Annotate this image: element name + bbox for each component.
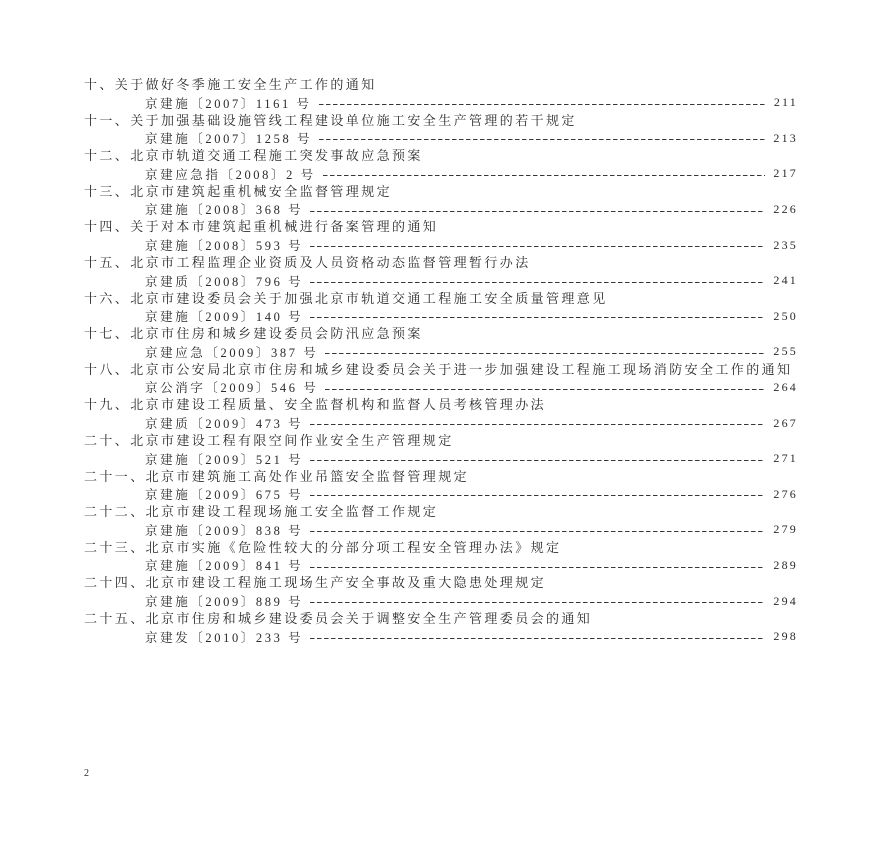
toc-entry-title: 二十、北京市建设工程有限空间作业安全生产管理规定	[84, 432, 454, 448]
toc-entry	[84, 147, 798, 183]
toc-entry-title: 十七、北京市住房和城乡建设委员会防汛应急预案	[84, 326, 423, 342]
toc-entry-docline	[84, 129, 798, 147]
dashed-leader	[310, 557, 765, 575]
toc-doc-number: 京建施〔2009〕140 号	[145, 310, 304, 325]
toc-entry-title: 二十一、北京市建筑施工高处作业吊篮安全监督管理规定	[84, 468, 470, 484]
dashed-leader	[319, 94, 766, 112]
toc-doc-number: 京建应急指〔2008〕2 号	[145, 167, 316, 182]
toc-entry-docline	[84, 557, 798, 575]
toc-entry	[84, 574, 798, 610]
toc-page-ref: 250	[773, 308, 798, 323]
toc-entry	[84, 539, 798, 575]
dashed-leader	[325, 379, 765, 397]
toc-entry-docline	[84, 592, 798, 610]
toc-entry	[84, 361, 798, 397]
toc-page-ref: 271	[773, 451, 798, 466]
toc-entry	[84, 325, 798, 361]
toc-page-ref: 279	[773, 522, 798, 537]
dashed-leader	[310, 628, 765, 646]
toc-entry-title: 十四、关于对本市建筑起重机械进行备案管理的通知	[84, 219, 439, 235]
dashed-leader	[325, 343, 765, 361]
toc-entry	[84, 290, 798, 326]
dashed-leader	[310, 592, 765, 610]
toc-entry	[84, 432, 798, 468]
toc-page-ref: 211	[773, 95, 798, 110]
toc-doc-number: 京建施〔2008〕593 号	[145, 239, 304, 254]
dashed-leader	[310, 450, 765, 468]
toc-entry	[84, 254, 798, 290]
toc-entry-docline	[84, 94, 798, 112]
toc-entry-title: 十五、北京市工程监理企业资质及人员资格动态监督管理暂行办法	[84, 254, 531, 270]
toc-page-ref: 255	[773, 344, 798, 359]
toc-page-ref: 217	[773, 166, 798, 181]
toc-entry	[84, 112, 798, 148]
toc-entry-title: 十八、北京市公安局北京市住房和城乡建设委员会关于进一步加强建设工程施工现场消防安全工作的通知	[84, 361, 793, 377]
dashed-leader	[310, 485, 765, 503]
toc-doc-number: 京建施〔2007〕1258 号	[145, 132, 313, 147]
dashed-leader	[310, 272, 765, 290]
toc-page-ref: 213	[773, 130, 798, 145]
toc-entry	[84, 610, 798, 646]
toc-entry-title: 二十四、北京市建设工程施工现场生产安全事故及重大隐患处理规定	[84, 575, 547, 591]
toc-entry-docline	[84, 414, 798, 432]
toc-doc-number: 京建施〔2009〕675 号	[145, 488, 304, 503]
toc-doc-number: 京建施〔2009〕841 号	[145, 559, 304, 574]
toc-page-ref: 235	[773, 237, 798, 252]
toc-entry-docline	[84, 379, 798, 397]
toc-entry	[84, 76, 798, 112]
dashed-leader	[310, 521, 765, 539]
toc-entry	[84, 396, 798, 432]
toc-entry-title: 十三、北京市建筑起重机械安全监督管理规定	[84, 183, 393, 199]
toc-doc-number: 京建施〔2009〕838 号	[145, 523, 304, 538]
dashed-leader	[310, 201, 765, 219]
toc-entry-docline	[84, 450, 798, 468]
toc-entry-docline	[84, 343, 798, 361]
toc-entry-docline	[84, 485, 798, 503]
toc-entry-docline	[84, 307, 798, 325]
toc-page-ref: 298	[773, 629, 798, 644]
toc-doc-number: 京建质〔2008〕796 号	[145, 274, 304, 289]
toc-entry-docline	[84, 201, 798, 219]
toc-entry	[84, 503, 798, 539]
toc-entry	[84, 183, 798, 219]
toc-entry-docline	[84, 521, 798, 539]
toc-entry	[84, 218, 798, 254]
toc-entry-title: 十六、北京市建设委员会关于加强北京市轨道交通工程施工安全质量管理意见	[84, 290, 608, 306]
toc-entry-title: 二十三、北京市实施《危险性较大的分部分项工程安全管理办法》规定	[84, 539, 562, 555]
dashed-leader	[310, 307, 765, 325]
toc-doc-number: 京建施〔2008〕368 号	[145, 203, 304, 218]
toc-entry-title: 十、关于做好冬季施工安全生产工作的通知	[84, 77, 377, 92]
toc-doc-number: 京公消字〔2009〕546 号	[145, 381, 319, 396]
toc-doc-number: 京建施〔2009〕889 号	[145, 595, 304, 610]
toc-entry-docline	[84, 272, 798, 290]
toc-entry-title: 二十五、北京市住房和城乡建设委员会关于调整安全生产管理委员会的通知	[84, 610, 593, 626]
toc-entry-docline	[84, 165, 798, 183]
dashed-leader	[323, 165, 766, 183]
toc-entry-title: 十二、北京市轨道交通工程施工突发事故应急预案	[84, 148, 423, 164]
toc-doc-number: 京建应急〔2009〕387 号	[145, 345, 319, 360]
toc-doc-number: 京建施〔2009〕521 号	[145, 452, 304, 467]
dashed-leader	[310, 414, 765, 432]
toc-page-ref: 226	[773, 201, 798, 216]
toc-entry-docline	[84, 628, 798, 646]
toc-page-ref: 294	[773, 593, 798, 608]
toc-entry-title: 二十二、北京市建设工程现场施工安全监督工作规定	[84, 504, 439, 520]
toc-doc-number: 京建发〔2010〕233 号	[145, 630, 304, 645]
dashed-leader	[319, 129, 765, 147]
toc-page-ref: 276	[773, 486, 798, 501]
toc-entry-title: 十九、北京市建设工程质量、安全监督机构和监督人员考核管理办法	[84, 397, 547, 413]
toc-page-ref: 241	[773, 273, 798, 288]
toc-entry-title: 十一、关于加强基础设施管线工程建设单位施工安全生产管理的若干规定	[84, 112, 577, 128]
toc-doc-number: 京建施〔2007〕1161 号	[145, 96, 312, 111]
toc-entry-docline	[84, 236, 798, 254]
page-number: 2	[84, 768, 90, 779]
toc-page-ref: 267	[773, 415, 798, 430]
toc-doc-number: 京建质〔2009〕473 号	[145, 417, 304, 432]
toc-list	[84, 76, 798, 646]
toc-page-ref: 264	[773, 379, 798, 394]
dashed-leader	[310, 236, 765, 254]
toc-page-ref: 289	[773, 557, 798, 572]
toc-entry	[84, 468, 798, 504]
